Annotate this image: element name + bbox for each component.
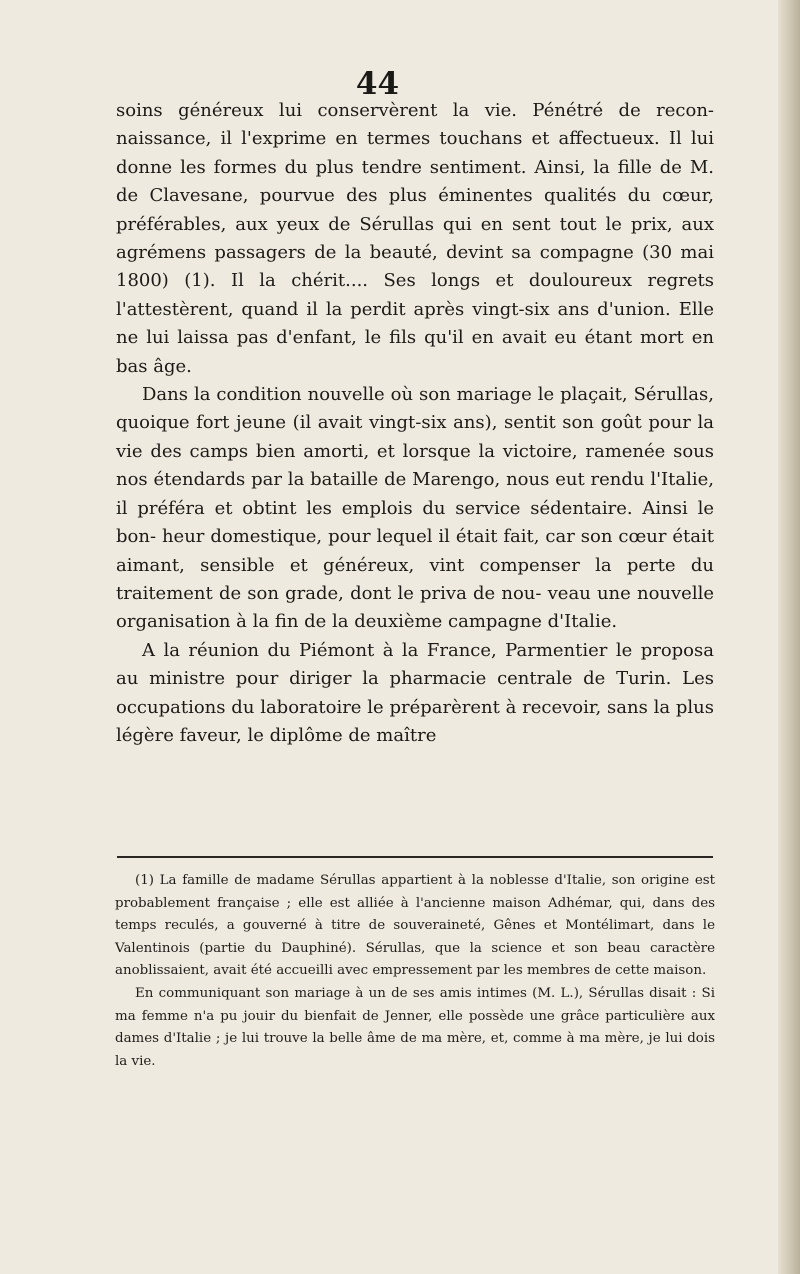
- footnote-divider: [117, 856, 713, 858]
- footnote-paragraph-2: En communiquant son mariage à un de ses amis intimes (M. L.), Sérullas disait : Si ma femme n'a pu jouir du bienfait de Jenner, elle possède une grâce particulière aux dames d'Italie ; je lui trouve la belle âme de ma mère, et, comme à ma mère, je lui dois la vie.: [115, 985, 715, 1069]
- paragraph-3: A la réunion du Piémont à la France, Parmentier le proposa au ministre pour diriger la pharmacie centrale de Turin. Les occupations du laboratoire le préparèrent à recevoir, sans la plus légère faveur, le diplôme de maître: [116, 639, 714, 746]
- main-text: [116, 97, 714, 750]
- page-number: 44: [355, 66, 400, 102]
- paragraph-2: Dans la condition nouvelle où son mariage le plaçait, Sérullas, quoique fort jeune (il avait vingt-six ans), sentit son goût pour la vie des camps bien amorti, et lorsque la victoire, ramenée sous nos étendards par la bataille de Marengo, nous eut rendu l'Italie, il préféra et obtint les emplois du service sédentaire. Ainsi le bon- heur domestique, pour lequel il était fait, car son cœur était aimant, sensible et généreux, vint compenser la perte du traitement de son grade, dont le priva de nou- veau une nouvelle organisation à la fin de la deuxième campagne d'Italie.: [116, 384, 714, 633]
- footnote-paragraph-1: (1) La famille de madame Sérullas appartient à la noblesse d'Italie, son origine est probablement française ; elle est alliée à l'ancienne maison Adhémar, qui, dans des temps reculés, a gouverné à titre de souveraineté, Gênes et Montélimart, dans le Valentinois (partie du Dauphiné). Sérullas, que la science et son beau caractère anoblissaient, avait été accueilli avec empressement par les membres de cette maison.: [115, 873, 715, 979]
- footnote: [115, 870, 715, 1073]
- paragraph-1: soins généreux lui conservèrent la vie. Pénétré de recon- naissance, il l'exprime en termes touchans et affectueux. Il lui donne les formes du plus tendre sentiment. Ainsi, la fille de M. de Clavesane, pourvue des plus éminentes qualités du cœur, préférables, aux yeux de Sérullas qui en sent tout le prix, aux agrémens passagers de la beauté, devint sa compagne (30 mai 1800) (1). Il la chérit.... Ses longs et douloureux regrets l'attestèrent, quand il la perdit après vingt-six ans d'union. Elle ne lui laissa pas d'enfant, le fils qu'il en avait eu étant mort en bas âge.: [116, 100, 714, 377]
- scan-edge-shadow: [778, 0, 800, 1274]
